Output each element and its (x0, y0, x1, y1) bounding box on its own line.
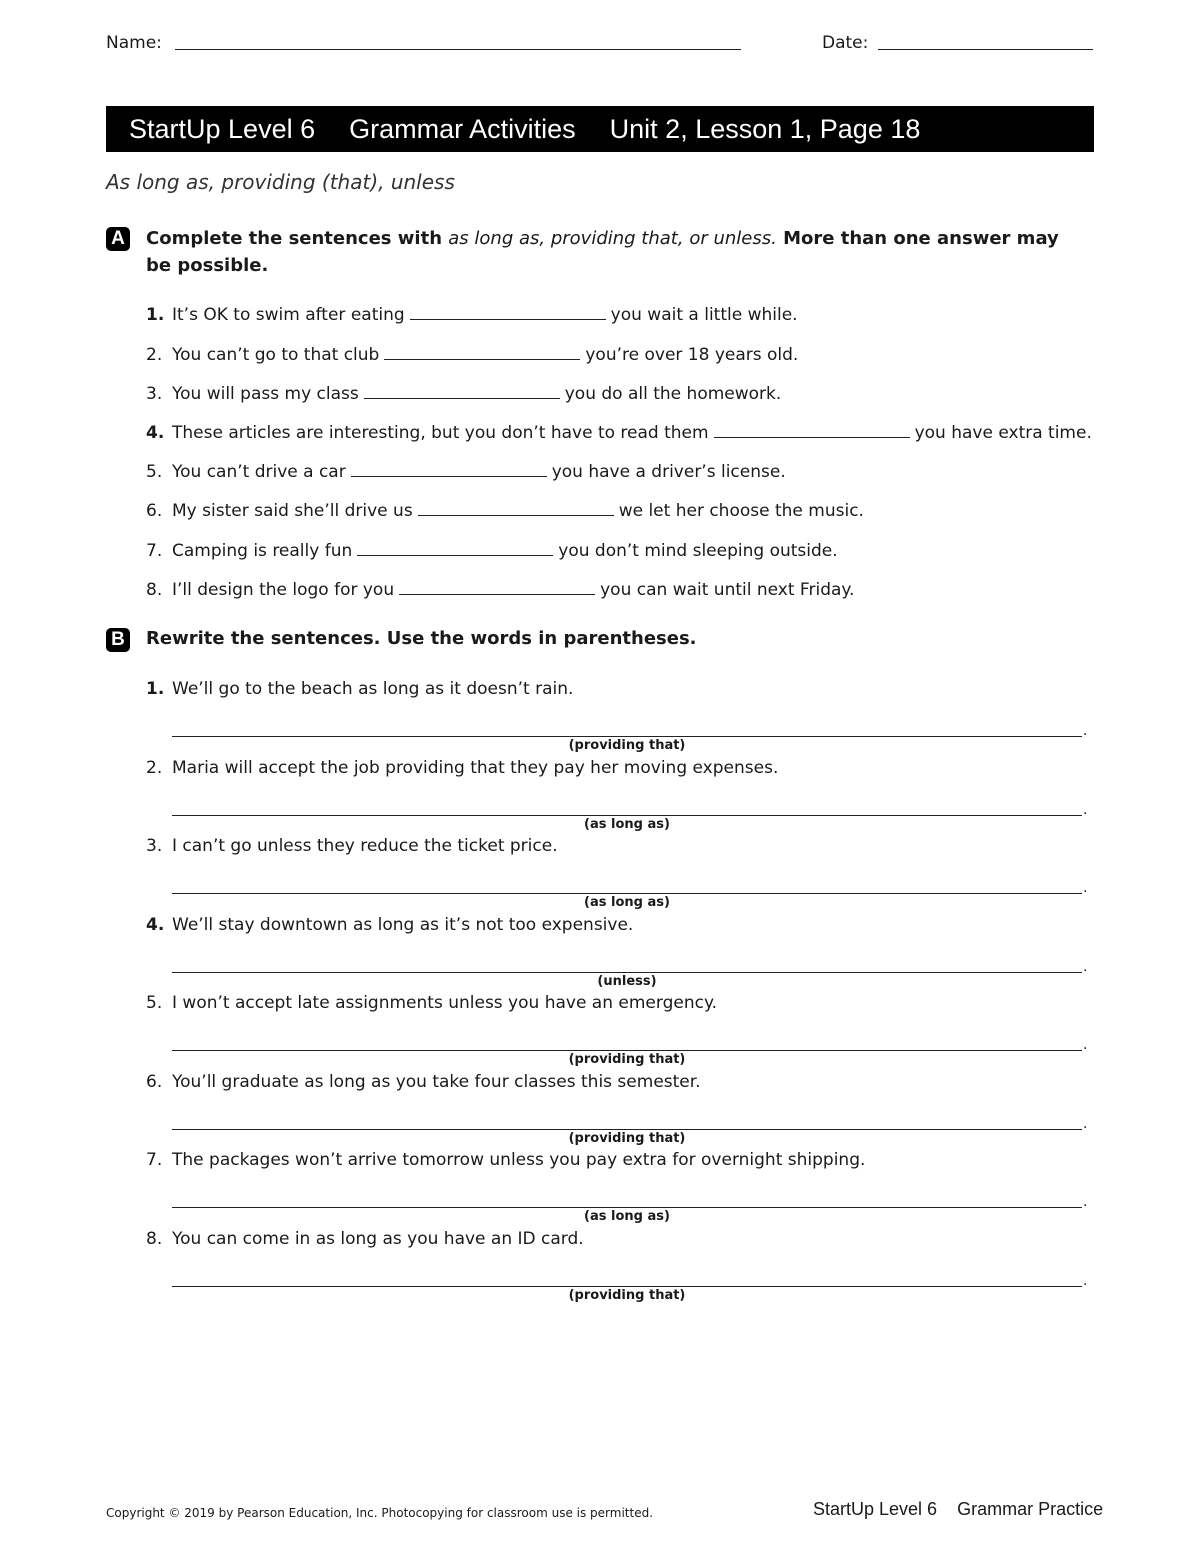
footer-product-name: StartUp Level 6 (813, 1499, 938, 1519)
answer-blank[interactable] (418, 514, 614, 516)
answer-blank[interactable] (351, 475, 547, 477)
hint-words: (providing that) (568, 738, 686, 753)
line-period: . (1083, 1194, 1088, 1210)
answer-blank[interactable] (399, 593, 595, 595)
instr-text: More than one answer may (776, 228, 1059, 249)
instr-text: be possible. (146, 255, 269, 276)
item-text: We’ll go to the beach as long as it doesn’t rain. (172, 679, 574, 699)
instr-text: or (683, 228, 714, 249)
answer-blank[interactable] (384, 358, 580, 360)
section-a-badge: A (106, 227, 130, 251)
item-text: The packages won’t arrive tomorrow unless you pay extra for overnight shipping. (172, 1150, 866, 1170)
copyright-text: Copyright © 2019 by Pearson Education, Inc. Photocopying for classroom use is permitted. (106, 1506, 654, 1520)
item-number: 8. (146, 1228, 163, 1249)
item-text-before: It’s OK to swim after eating (172, 305, 405, 325)
footer-series: Grammar Practice (957, 1499, 1104, 1519)
list-item (146, 1229, 584, 1249)
banner-level: StartUp Level 6 (129, 114, 316, 144)
banner-activity: Grammar Activities (349, 114, 576, 144)
item-text: You can come in as long as you have an ID card. (172, 1228, 584, 1249)
item-number: 8. (146, 580, 163, 600)
item-text-after: you have extra time. (914, 423, 1092, 443)
item-number: 7. (146, 541, 163, 561)
title-banner (106, 106, 1094, 152)
answer-blank[interactable] (364, 397, 560, 399)
item-number: 2. (146, 345, 163, 365)
name-field[interactable] (175, 49, 741, 50)
answer-line[interactable] (172, 1129, 1082, 1130)
hint-words: (as long as) (584, 816, 670, 832)
item-text-before: Camping is really fun (172, 541, 353, 561)
answer-line[interactable] (172, 736, 1082, 737)
banner-location: Unit 2, Lesson 1, Page 18 (609, 114, 921, 144)
item-number: 6. (146, 1071, 163, 1092)
answer-line[interactable] (172, 1050, 1082, 1051)
item-text-before: You can’t drive a car (172, 462, 346, 482)
section-a-instructions (146, 225, 1066, 279)
answer-blank[interactable] (410, 318, 606, 320)
item-text-after: you wait a little while. (610, 305, 798, 325)
list-item (146, 423, 1092, 443)
item-number: 5. (146, 993, 163, 1013)
list-item (146, 758, 778, 778)
instr-text: Complete the sentences with (146, 228, 449, 249)
date-label: Date: (822, 33, 869, 53)
list-item (146, 915, 633, 935)
item-number: 7. (146, 1150, 163, 1170)
list-item (146, 384, 781, 404)
item-text-before: You will pass my class (172, 384, 359, 404)
instr-option: as long as, providing that, (448, 228, 684, 249)
answer-line[interactable] (172, 1286, 1082, 1287)
footer-product (813, 1499, 1103, 1520)
item-text-after: you do all the homework. (564, 384, 782, 404)
list-item (146, 462, 786, 482)
line-period: . (1083, 801, 1088, 818)
item-number: 4. (146, 914, 165, 935)
list-item (146, 1072, 701, 1092)
item-text-after: you don’t mind sleeping outside. (558, 541, 838, 561)
item-number: 2. (146, 757, 163, 778)
line-period: . (1083, 1115, 1088, 1132)
instr-option: unless. (713, 228, 777, 249)
line-period: . (1083, 880, 1088, 896)
hint-words: (as long as) (584, 895, 670, 910)
list-item (146, 541, 838, 561)
answer-line[interactable] (172, 1207, 1082, 1208)
item-text-after: you can wait until next Friday. (600, 580, 855, 600)
item-number: 5. (146, 462, 163, 482)
list-item (146, 993, 717, 1013)
answer-line[interactable] (172, 972, 1082, 973)
item-text-before: These articles are interesting, but you don’t have to read them (172, 423, 709, 443)
list-item (146, 501, 864, 521)
name-label: Name: (106, 33, 162, 53)
item-text-after: you’re over 18 years old. (585, 345, 799, 365)
page-subtitle: As long as, providing (that), unless (106, 170, 455, 194)
item-number: 4. (146, 423, 165, 443)
list-item (146, 305, 798, 325)
answer-line[interactable] (172, 893, 1082, 894)
item-text: You’ll graduate as long as you take four classes this semester. (172, 1071, 701, 1092)
item-number: 3. (146, 384, 163, 404)
section-b-badge: B (106, 628, 130, 652)
item-number: 1. (146, 305, 165, 325)
list-item (146, 580, 854, 600)
line-period: . (1083, 958, 1088, 975)
hint-words: (providing that) (568, 1130, 686, 1146)
line-period: . (1083, 723, 1088, 739)
item-text-after: we let her choose the music. (618, 501, 864, 521)
item-text-before: My sister said she’ll drive us (172, 501, 413, 521)
hint-words: (providing that) (568, 1287, 686, 1303)
item-number: 1. (146, 679, 165, 699)
item-text: Maria will accept the job providing that they pay her moving expenses. (172, 757, 779, 778)
item-text: I can’t go unless they reduce the ticket price. (172, 836, 558, 856)
hint-words: (providing that) (568, 1052, 686, 1067)
list-item (146, 1150, 865, 1170)
answer-line[interactable] (172, 815, 1082, 816)
list-item (146, 679, 573, 699)
date-field[interactable] (878, 49, 1093, 50)
hint-words: (unless) (597, 973, 657, 989)
item-text-before: You can’t go to that club (172, 345, 380, 365)
list-item (146, 836, 558, 856)
item-text-after: you have a driver’s license. (551, 462, 786, 482)
item-number: 3. (146, 836, 163, 856)
item-number: 6. (146, 501, 163, 521)
section-b-instructions: Rewrite the sentences. Use the words in parentheses. (146, 628, 697, 649)
item-text-before: I’ll design the logo for you (172, 580, 395, 600)
line-period: . (1083, 1272, 1088, 1289)
answer-blank[interactable] (357, 554, 553, 556)
list-item (146, 345, 798, 365)
line-period: . (1083, 1037, 1088, 1053)
hint-words: (as long as) (584, 1209, 670, 1224)
item-text: We’ll stay downtown as long as it’s not too expensive. (172, 914, 634, 935)
item-text: I won’t accept late assignments unless you have an emergency. (172, 993, 717, 1013)
answer-blank[interactable] (714, 436, 910, 438)
